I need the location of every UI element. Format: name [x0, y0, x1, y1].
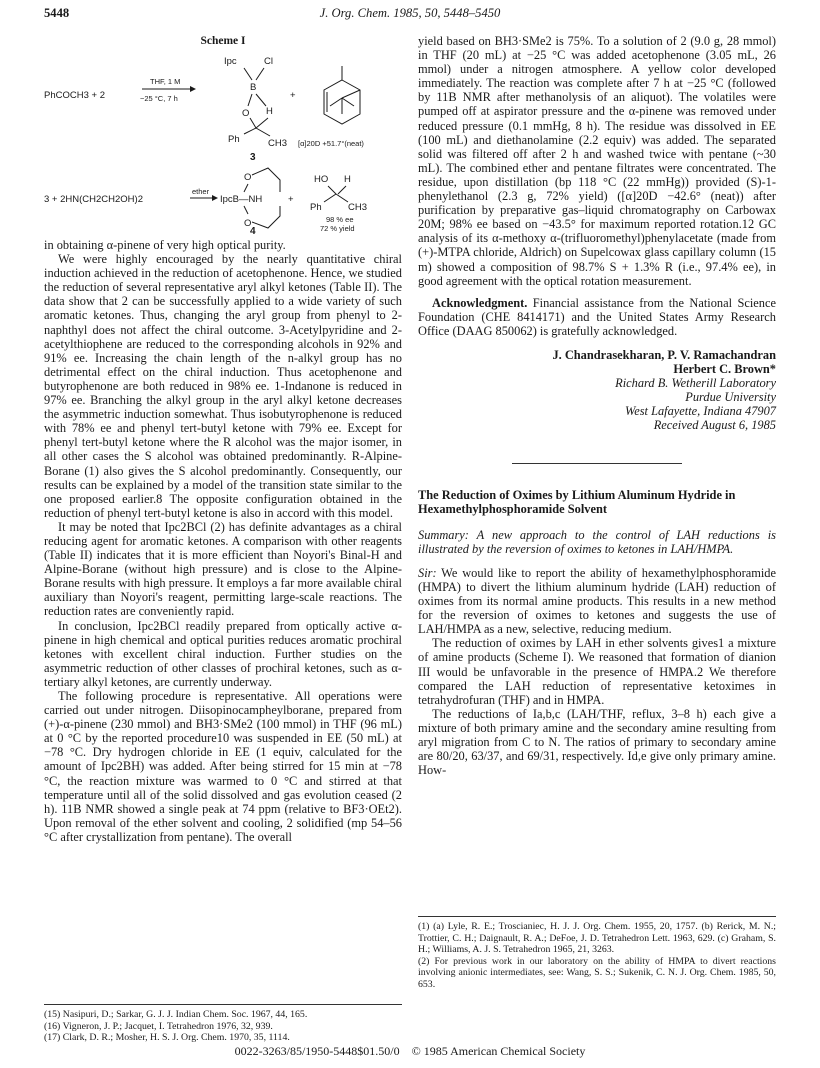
label-o: O: [242, 108, 250, 119]
label-ch3: CH3: [268, 138, 288, 149]
article-code: 0022-3263/85/1950-5448$01.50/0: [234, 1044, 400, 1058]
alpha-pinene-structure: [324, 66, 360, 124]
arrow1-condition-bottom: −25 °C, 7 h: [140, 94, 178, 103]
label-h-2: H: [344, 174, 351, 185]
left-column: [44, 34, 402, 844]
sir-paragraph: [418, 566, 776, 636]
communication-title: The Reduction of Oximes by Lithium Aluminum Hydride in Hexamethylphosphoramide Solvent: [418, 487, 736, 516]
paragraph: It may be noted that Ipc2BCl (2) has definite advantages as a chiral reducing agent for aromatic ketones. A comparison with other reagents (Table II) indicates that it is more efficient than Noyori's Binal-H and Alpine-Borane (without high pressure) and is close to the Alpine-Borane results with high pressure. It employs a far more available chiral auxiliary than Noyori's reagent, permitting large-scale reactions. The reduction rates are conveniently rapid.: [44, 519, 402, 619]
scheme-title: Scheme I: [200, 35, 246, 47]
sir-label: Sir:: [418, 565, 437, 580]
plus-sign-1: +: [290, 90, 296, 101]
scheme-figure: [44, 34, 402, 234]
paragraph: In conclusion, Ipc2BCl readily prepared from optically active α-pinene in high chemical and optical purities reduces aromatic prochiral ketones with excellent chiral induction. Further studies on the asymmetric reduction of other classes of prochiral ketones, such as α-tertiary alkyl ketones, are currently underway.: [44, 618, 402, 689]
footnote: (17) Clark, D. R.; Mosher, H. S. J. Org. Chem. 1970, 35, 1114.: [44, 1032, 290, 1044]
received-date: Received August 6, 1985: [653, 418, 776, 433]
bond-c-h: [256, 118, 268, 128]
affiliation-location: West Lafayette, Indiana 47907: [625, 404, 776, 419]
page-footer: [44, 1044, 776, 1059]
paragraph: The reductions of Ia,b,c (LAH/THF, reflux, 3–8 h) each give a mixture of both primary amine and the secondary amine resulting from aryl migration from C to N. The ratios of primary to secondary amine are 80/20, 63/37, and 69/31, respectively. Id,e give only primary amine. How-: [418, 706, 776, 778]
footnote: (1) (a) Lyle, R. E.; Troscianiec, H. J. J. Org. Chem. 1955, 20, 1757. (b) Rerick, M. N.; Trottier, C. H.; Daignault, R. A.; DeFoe, J. D. Tetrahedron Lett. 1963, 629. (c) Graham, S. H.; Williams, A. J. S. Tetrahedron 1965, 21, 3263.: [418, 921, 776, 956]
label-ch3-2: CH3: [348, 202, 368, 213]
summary: [418, 528, 776, 556]
page-header: [44, 6, 776, 24]
bond-b-h: [256, 94, 266, 106]
bond-ho-c: [328, 186, 336, 194]
section-divider: [512, 463, 682, 464]
acknowledgment-text: Financial assistance from the National Science Foundation (CHE 8414171) and the United States Army Research Office (DAAG 850062) is gratefully acknowledged.: [418, 295, 776, 338]
scheme-drawing: [44, 34, 402, 234]
bond-o-b-top: [244, 184, 248, 192]
label-o-top: O: [244, 172, 252, 183]
sir-text: We would like to report the ability of hexamethylphosphoramide (HMPA) to divert the lithium aluminum hydride (LAH) reduction of oximes from its normal amine products. This results in a new method for the reversion of oximes to ketones and suggests the use of LAH/HMPA as a new, selective, reducing medium.: [418, 565, 776, 637]
ring-upper-bonds: [252, 168, 280, 192]
authors-line-1: J. Chandrasekharan, P. V. Ramachandran: [552, 347, 776, 362]
journal-citation: J. Org. Chem. 1985, 50, 5448–5450: [319, 6, 501, 20]
authors-line-2: Herbert C. Brown*: [673, 362, 776, 377]
page-number: 5448: [44, 6, 70, 20]
affiliation-lab: Richard B. Wetherill Laboratory: [615, 376, 776, 391]
footnote: (16) Vigneron, J. P.; Jacquet, I. Tetrahedron 1976, 32, 939.: [44, 1020, 273, 1032]
bond-h-c: [338, 186, 346, 194]
bond-c-ph: [244, 128, 256, 134]
bond-cl-b: [256, 68, 264, 80]
footnote: (2) For previous work in our laboratory on the ability of HMPA to divert reactions involving anionic intermediates, see: Wang, S. S.; Sukenik, C. N. J. Org. Chem. 1985, 50, 653.: [418, 955, 776, 990]
paragraph: We were highly encouraged by the nearly quantitative chiral induction achieved in the reduction of acetophenone. Hence, we studied the reduction of several representative aryl alkyl ketones (Table II). The data show that 2 can be successfully applied to a wide variety of such aromatic ketones. Thus, changing the aryl group from phenyl to 2-naphthyl does not affect the chiral outcome. 3-Acetylpyridine and 2-acetylthiophene are reduced to the corresponding alcohols in 92% and 91% ee. Increasing the chain length of the n-alkyl group has no detrimental effect on the chiral induction. Thus acetophenone and butyrophenone are both reduced in 98% ee. 1-Indanone is reduced in 97% ee. Branching the alkyl group in the aryl alkyl ketone decreases the asymmetric induction somewhat. Thus isobutyrophenone is reduced with 78% ee and phenyl tert-butyl ketone with 79% ee. Except for phenyl tert-butyl ketone where the R alcohol was the major isomer, in all other cases the S alcohol was obtained predominantly. R-Alpine-Borane (1) also gives the S alcohol predominantly. Consequently, our results can be explained by a model of the transition state similar to the one proposed earlier.8 The opposite configuration obtained in the reduction of phenyl tert-butyl ketone is also in accord with this model.: [44, 252, 402, 520]
summary-text: A new approach to the control of LAH reductions is illustrated by the reversion of oximes to ketones in LAH/HMPA.: [418, 527, 776, 556]
label-ipcb-nh: IpcB—NH: [220, 194, 263, 205]
summary-label: Summary:: [418, 527, 469, 542]
enantiomeric-excess: 98 % ee: [326, 215, 354, 224]
right-column: [418, 34, 776, 777]
paragraph: in obtaining α-pinene of very high optical purity.: [44, 238, 286, 252]
arrow1-condition-top: THF, 1 M: [150, 77, 181, 86]
compound-4-label: 4: [250, 226, 256, 234]
label-cl: Cl: [264, 56, 273, 67]
copyright: © 1985 American Chemical Society: [411, 1044, 586, 1058]
bond-c-ch3: [256, 128, 270, 136]
acknowledgment: [418, 296, 776, 338]
reactant-acetophenone: PhCOCH3 + 2: [44, 90, 105, 101]
bond-b-o: [248, 94, 252, 106]
right-footnotes: [418, 916, 776, 991]
label-o-bottom: O: [244, 218, 252, 229]
label-ipc: Ipc: [224, 56, 237, 67]
label-h: H: [266, 106, 273, 117]
arrow-head-2: [212, 195, 218, 201]
label-ho: HO: [314, 174, 329, 185]
label-ph: Ph: [228, 134, 240, 145]
footnote: (15) Nasipuri, D.; Sarkar, G. J. J. Indian Chem. Soc. 1967, 44, 165.: [44, 1009, 308, 1020]
paragraph: The reduction of oximes by LAH in ether solvents gives1 a mixture of amine products (Scheme I). We reasoned that formation of dianion III would be unfavorable in the presence of HMPA.2 We therefore compared the LAH reduction of representative ketoximes in tetrahydrofuran (THF) and in HMPA.: [418, 636, 776, 707]
product-yield: 72 % yield: [320, 224, 355, 233]
ring-lower-bonds: [252, 206, 280, 228]
acknowledgment-label: Acknowledgment.: [432, 295, 528, 310]
affiliation-university: Purdue University: [685, 390, 776, 405]
label-b: B: [250, 82, 257, 93]
bond-o-c: [250, 118, 256, 128]
bond-ipc-b: [244, 68, 252, 80]
paragraph: yield based on BH3·SMe2 is 75%. To a solution of 2 (9.0 g, 28 mmol) in THF (20 mL) at −25 °C was added acetophenone (3.05 mL, 26 mmol) under a nitrogen atmosphere. A yellow color developed immediately. The reaction was complete after 7 h at −25 °C (followed by 11B NMR after methanolysis of an aliquot). The volatiles were pumped off at aspirator pressure and the α-pinene was removed under reduced pressure (0.1 mmHg, 8 h). The residue was dissolved in EE (100 mL) and diethanolamine (2.2 equiv) was added. The separated solid was filtered off after 2 h and washed twice with pentane (~30 mL). The combined ether and pentane filtrates were concentrated. The residue, upon distillation (bp 118 °C (22 mmHg)) provided (S)-1-phenylethanol (2.3 g, 72% yield) ([α]20D −42.6° (neat)) after purification by preparative gas–liquid chromatography on Carbowax 20M; 98% ee based on −43.5° for maximum reported rotation.12 GC analysis of its α-methoxy α-(trifluoromethyl)phenylacetate (made from (+)-MTPA chloride, Aldrich) on Supelcowax glass capillary column (15 m) showed a composition of 98.7% S + 1.3% R (i.e., 97.4% ee), in good agreement with the optical rotation measurement.: [418, 34, 776, 288]
plus-sign-2: +: [288, 194, 294, 205]
left-footnotes: [44, 1004, 402, 1044]
arrow2-condition: ether: [192, 187, 210, 196]
paragraph: The following procedure is representative. All operations were carried out under nitrogen. Diisopinocampheylborane, prepared from (+)-α-pinene (230 mmol) and BH3·SMe2 (100 mmol) in THF (96 mL) at 0 °C by the reported procedure10 was suspended in EE (50 mL) at −78 °C. Dry hydrogen chloride in EE (1 equiv, calculated for the amount of Ipc2BH) was added. After being stirred for 15 min at −78 °C, the reaction mixture was warmed to 0 °C and stirred at that temperature until all of the solid dissolved and gas evolution ceased (2 h). 11B NMR showed a single peak at 74 ppm (relative to BF3·OEt2). Upon removal of the ether solvent and cooling, 2 solidified (mp 54–56 °C after crystallization from pentane). The overall: [44, 689, 402, 844]
bond-c-ch3-2: [336, 194, 348, 202]
compound-3-label: 3: [250, 152, 256, 163]
optical-rotation: [α]20D +51.7°(neat): [298, 139, 364, 148]
arrow-head-1: [190, 86, 196, 92]
bond-c-ph-2: [324, 194, 336, 202]
reactant-diethanolamine: 3 + 2HN(CH2CH2OH)2: [44, 194, 143, 205]
bond-o-b-bottom: [244, 206, 248, 214]
label-ph-2: Ph: [310, 202, 322, 213]
